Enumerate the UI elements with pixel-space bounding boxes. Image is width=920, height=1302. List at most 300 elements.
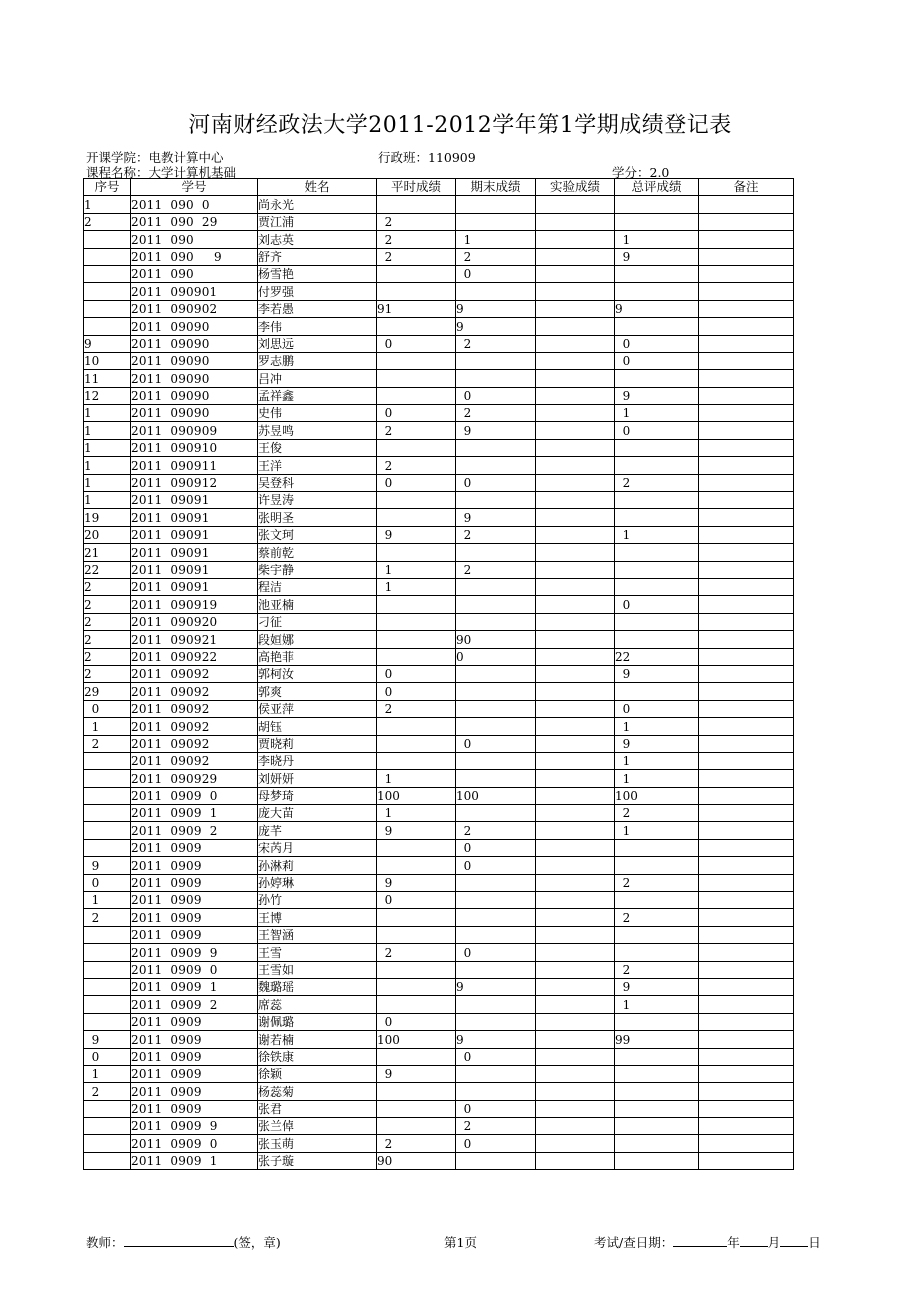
cell-total-score xyxy=(615,578,699,595)
class-label: 行政班：110909 xyxy=(378,150,476,165)
cell-total-score: 1 xyxy=(615,231,699,248)
cell-remarks xyxy=(699,578,794,595)
cell-final-score: 0 xyxy=(456,265,536,282)
cell-final-score: 9 xyxy=(456,318,536,335)
cell-seq: 2 xyxy=(84,735,131,752)
cell-seq: 2 xyxy=(84,1083,131,1100)
cell-seq xyxy=(84,961,131,978)
cell-remarks xyxy=(699,718,794,735)
cell-total-score xyxy=(615,318,699,335)
cell-student-id: 2011 090921 xyxy=(131,631,258,648)
cell-student-id: 2011 090 xyxy=(131,265,258,282)
cell-seq xyxy=(84,752,131,769)
cell-student-id: 2011 09092 xyxy=(131,700,258,717)
cell-seq: 1 xyxy=(84,439,131,456)
cell-usual-score xyxy=(377,1118,456,1135)
cell-name: 舒齐 xyxy=(258,248,377,265)
cell-student-id: 2011 09090 xyxy=(131,318,258,335)
cell-total-score xyxy=(615,1048,699,1065)
cell-usual-score: 2 xyxy=(377,457,456,474)
cell-total-score xyxy=(615,457,699,474)
cell-name: 苏昱鸣 xyxy=(258,422,377,439)
cell-student-id: 2011 0909 xyxy=(131,1013,258,1030)
cell-total-score: 0 xyxy=(615,422,699,439)
cell-student-id: 2011 09090 xyxy=(131,387,258,404)
cell-usual-score xyxy=(377,352,456,369)
cell-student-id: 2011 0909 2 xyxy=(131,996,258,1013)
table-row xyxy=(84,457,794,474)
table-row xyxy=(84,613,794,630)
table-row xyxy=(84,996,794,1013)
table-row xyxy=(84,735,794,752)
cell-seq xyxy=(84,805,131,822)
cell-total-score: 1 xyxy=(615,770,699,787)
cell-seq: 9 xyxy=(84,1031,131,1048)
cell-total-score xyxy=(615,370,699,387)
page-title: 河南财经政法大学2011-2012学年第1学期成绩登记表 xyxy=(188,113,732,138)
cell-student-id: 2011 090910 xyxy=(131,439,258,456)
cell-usual-score xyxy=(377,492,456,509)
cell-seq xyxy=(84,770,131,787)
cell-usual-score: 9 xyxy=(377,822,456,839)
cell-total-score xyxy=(615,213,699,230)
cell-remarks xyxy=(699,631,794,648)
cell-student-id: 2011 0909 0 xyxy=(131,961,258,978)
cell-remarks xyxy=(699,961,794,978)
cell-total-score xyxy=(615,509,699,526)
day-line xyxy=(780,1234,808,1247)
cell-seq: 1 xyxy=(84,718,131,735)
table-row xyxy=(84,596,794,613)
cell-final-score xyxy=(456,596,536,613)
cell-student-id: 2011 09090 xyxy=(131,352,258,369)
table-row xyxy=(84,961,794,978)
cell-usual-score xyxy=(377,839,456,856)
cell-lab-score xyxy=(536,1135,615,1152)
cell-seq xyxy=(84,1135,131,1152)
cell-student-id: 2011 0909 0 xyxy=(131,1135,258,1152)
cell-name: 张兰倬 xyxy=(258,1118,377,1135)
cell-remarks xyxy=(699,1083,794,1100)
cell-final-score: 2 xyxy=(456,1118,536,1135)
cell-remarks xyxy=(699,857,794,874)
cell-student-id: 2011 090 9 xyxy=(131,248,258,265)
cell-total-score xyxy=(615,544,699,561)
cell-total-score: 1 xyxy=(615,405,699,422)
cell-remarks xyxy=(699,265,794,282)
cell-name: 王洋 xyxy=(258,457,377,474)
cell-total-score: 2 xyxy=(615,874,699,891)
cell-name: 刘思远 xyxy=(258,335,377,352)
cell-final-score xyxy=(456,196,536,213)
cell-student-id: 2011 0909 9 xyxy=(131,944,258,961)
course-label: 课程名称：大学计算机基础 xyxy=(86,165,237,180)
cell-final-score xyxy=(456,926,536,943)
cell-lab-score xyxy=(536,213,615,230)
cell-seq: 1 xyxy=(84,405,131,422)
cell-lab-score xyxy=(536,509,615,526)
cell-remarks xyxy=(699,387,794,404)
cell-student-id: 2011 090 0 xyxy=(131,196,258,213)
cell-seq: 1 xyxy=(84,474,131,491)
cell-usual-score: 2 xyxy=(377,422,456,439)
cell-total-score xyxy=(615,1135,699,1152)
table-row xyxy=(84,370,794,387)
table-row xyxy=(84,1083,794,1100)
cell-final-score: 1 xyxy=(456,231,536,248)
cell-remarks xyxy=(699,457,794,474)
cell-lab-score xyxy=(536,1013,615,1030)
cell-remarks xyxy=(699,196,794,213)
cell-seq xyxy=(84,839,131,856)
cell-final-score: 0 xyxy=(456,648,536,665)
cell-seq: 10 xyxy=(84,352,131,369)
cell-lab-score xyxy=(536,1048,615,1065)
cell-final-score: 2 xyxy=(456,405,536,422)
cell-seq xyxy=(84,318,131,335)
cell-final-score: 9 xyxy=(456,509,536,526)
header-usual-score: 平时成绩 xyxy=(377,179,456,196)
table-row xyxy=(84,805,794,822)
cell-total-score xyxy=(615,1152,699,1169)
cell-lab-score xyxy=(536,961,615,978)
cell-name: 张君 xyxy=(258,1100,377,1117)
cell-student-id: 2011 0909 xyxy=(131,839,258,856)
cell-usual-score xyxy=(377,387,456,404)
cell-remarks xyxy=(699,300,794,317)
cell-total-score xyxy=(615,1118,699,1135)
cell-total-score: 0 xyxy=(615,352,699,369)
header-seq: 序号 xyxy=(84,179,131,196)
cell-total-score: 0 xyxy=(615,335,699,352)
cell-final-score xyxy=(456,961,536,978)
cell-total-score xyxy=(615,926,699,943)
cell-lab-score xyxy=(536,596,615,613)
cell-seq xyxy=(84,996,131,1013)
cell-usual-score: 9 xyxy=(377,526,456,543)
cell-final-score xyxy=(456,805,536,822)
table-row xyxy=(84,1031,794,1048)
cell-name: 孙婷琳 xyxy=(258,874,377,891)
header-total-score: 总评成绩 xyxy=(615,179,699,196)
cell-final-score: 2 xyxy=(456,526,536,543)
cell-final-score: 2 xyxy=(456,822,536,839)
month-line xyxy=(740,1234,768,1247)
cell-seq: 2 xyxy=(84,213,131,230)
cell-student-id: 2011 090912 xyxy=(131,474,258,491)
cell-name: 段姮娜 xyxy=(258,631,377,648)
cell-usual-score: 0 xyxy=(377,665,456,682)
cell-lab-score xyxy=(536,544,615,561)
cell-name: 张明圣 xyxy=(258,509,377,526)
cell-remarks xyxy=(699,735,794,752)
cell-total-score: 2 xyxy=(615,474,699,491)
cell-final-score: 9 xyxy=(456,978,536,995)
cell-seq: 1 xyxy=(84,492,131,509)
cell-remarks xyxy=(699,213,794,230)
cell-seq: 2 xyxy=(84,665,131,682)
cell-seq xyxy=(84,787,131,804)
cell-usual-score: 2 xyxy=(377,1135,456,1152)
cell-lab-score xyxy=(536,231,615,248)
cell-lab-score xyxy=(536,631,615,648)
cell-usual-score xyxy=(377,596,456,613)
cell-final-score xyxy=(456,909,536,926)
cell-final-score: 0 xyxy=(456,857,536,874)
cell-student-id: 2011 0909 xyxy=(131,1048,258,1065)
cell-seq: 2 xyxy=(84,648,131,665)
cell-name: 程洁 xyxy=(258,578,377,595)
cell-student-id: 2011 09090 xyxy=(131,405,258,422)
table-row xyxy=(84,1152,794,1169)
cell-student-id: 2011 090922 xyxy=(131,648,258,665)
cell-student-id: 2011 090 29 xyxy=(131,213,258,230)
table-row xyxy=(84,248,794,265)
cell-seq xyxy=(84,248,131,265)
table-row xyxy=(84,648,794,665)
cell-seq: 29 xyxy=(84,683,131,700)
cell-name: 席蕊 xyxy=(258,996,377,1013)
cell-seq: 12 xyxy=(84,387,131,404)
cell-name: 魏璐瑶 xyxy=(258,978,377,995)
cell-seq: 2 xyxy=(84,631,131,648)
cell-final-score: 0 xyxy=(456,387,536,404)
cell-final-score: 90 xyxy=(456,631,536,648)
cell-final-score: 100 xyxy=(456,787,536,804)
cell-final-score xyxy=(456,213,536,230)
college-label: 开课学院：电教计算中心 xyxy=(86,150,224,165)
table-row xyxy=(84,700,794,717)
cell-name: 郭柯汝 xyxy=(258,665,377,682)
cell-final-score: 0 xyxy=(456,474,536,491)
cell-total-score: 100 xyxy=(615,787,699,804)
cell-lab-score xyxy=(536,457,615,474)
cell-seq: 0 xyxy=(84,1048,131,1065)
cell-final-score: 9 xyxy=(456,300,536,317)
cell-usual-score: 1 xyxy=(377,578,456,595)
cell-total-score: 2 xyxy=(615,805,699,822)
table-row xyxy=(84,944,794,961)
cell-name: 高艳菲 xyxy=(258,648,377,665)
cell-usual-score xyxy=(377,978,456,995)
table-row xyxy=(84,492,794,509)
year-label: 年 xyxy=(727,1235,740,1250)
cell-lab-score xyxy=(536,370,615,387)
cell-name: 张子璇 xyxy=(258,1152,377,1169)
cell-student-id: 2011 0909 2 xyxy=(131,822,258,839)
header-lab-score: 实验成绩 xyxy=(536,179,615,196)
cell-final-score xyxy=(456,718,536,735)
cell-name: 吴登科 xyxy=(258,474,377,491)
cell-usual-score: 0 xyxy=(377,474,456,491)
table-row xyxy=(84,978,794,995)
cell-name: 徐颖 xyxy=(258,1065,377,1082)
cell-seq: 2 xyxy=(84,596,131,613)
cell-name: 贾江浦 xyxy=(258,213,377,230)
cell-seq: 9 xyxy=(84,335,131,352)
cell-name: 庞芊 xyxy=(258,822,377,839)
cell-student-id: 2011 0909 xyxy=(131,1065,258,1082)
cell-name: 刘志英 xyxy=(258,231,377,248)
cell-student-id: 2011 0909 xyxy=(131,1083,258,1100)
cell-final-score xyxy=(456,770,536,787)
cell-name: 胡钰 xyxy=(258,718,377,735)
cell-student-id: 2011 0909 xyxy=(131,874,258,891)
cell-seq: 2 xyxy=(84,909,131,926)
cell-remarks xyxy=(699,978,794,995)
cell-usual-score xyxy=(377,439,456,456)
cell-seq xyxy=(84,283,131,300)
cell-name: 李若愚 xyxy=(258,300,377,317)
cell-lab-score xyxy=(536,1031,615,1048)
cell-student-id: 2011 0909 xyxy=(131,1100,258,1117)
cell-student-id: 2011 090902 xyxy=(131,300,258,317)
cell-usual-score xyxy=(377,631,456,648)
cell-lab-score xyxy=(536,892,615,909)
cell-final-score: 9 xyxy=(456,422,536,439)
cell-total-score xyxy=(615,265,699,282)
cell-remarks xyxy=(699,909,794,926)
cell-total-score xyxy=(615,631,699,648)
cell-lab-score xyxy=(536,405,615,422)
cell-seq xyxy=(84,1152,131,1169)
cell-remarks xyxy=(699,422,794,439)
cell-name: 孙竹 xyxy=(258,892,377,909)
cell-student-id: 2011 0909 xyxy=(131,909,258,926)
cell-remarks xyxy=(699,1100,794,1117)
cell-seq xyxy=(84,231,131,248)
cell-name: 刁征 xyxy=(258,613,377,630)
cell-name: 张玉萌 xyxy=(258,1135,377,1152)
cell-usual-score: 0 xyxy=(377,1013,456,1030)
cell-final-score xyxy=(456,874,536,891)
cell-total-score xyxy=(615,283,699,300)
cell-lab-score xyxy=(536,874,615,891)
cell-usual-score xyxy=(377,1083,456,1100)
cell-lab-score xyxy=(536,196,615,213)
cell-remarks xyxy=(699,752,794,769)
table-row xyxy=(84,335,794,352)
cell-seq: 19 xyxy=(84,509,131,526)
day-label: 日 xyxy=(808,1235,821,1250)
cell-remarks xyxy=(699,439,794,456)
table-row xyxy=(84,283,794,300)
cell-total-score: 9 xyxy=(615,665,699,682)
cell-final-score xyxy=(456,1083,536,1100)
cell-remarks xyxy=(699,283,794,300)
table-row xyxy=(84,474,794,491)
cell-lab-score xyxy=(536,665,615,682)
cell-seq: 20 xyxy=(84,526,131,543)
cell-lab-score xyxy=(536,1100,615,1117)
cell-remarks xyxy=(699,944,794,961)
cell-remarks xyxy=(699,822,794,839)
cell-lab-score xyxy=(536,283,615,300)
cell-usual-score: 2 xyxy=(377,213,456,230)
cell-remarks xyxy=(699,492,794,509)
cell-final-score xyxy=(456,892,536,909)
table-row xyxy=(84,718,794,735)
teacher-label: 教师： xyxy=(86,1235,124,1250)
cell-total-score xyxy=(615,1065,699,1082)
cell-name: 王博 xyxy=(258,909,377,926)
cell-seq xyxy=(84,978,131,995)
cell-lab-score xyxy=(536,578,615,595)
cell-usual-score xyxy=(377,1048,456,1065)
cell-seq: 9 xyxy=(84,857,131,874)
page-number: 第1页 xyxy=(444,1235,477,1250)
cell-lab-score xyxy=(536,265,615,282)
cell-lab-score xyxy=(536,1065,615,1082)
cell-name: 徐铁康 xyxy=(258,1048,377,1065)
cell-total-score xyxy=(615,439,699,456)
cell-final-score xyxy=(456,752,536,769)
cell-lab-score xyxy=(536,718,615,735)
cell-name: 吕冲 xyxy=(258,370,377,387)
cell-final-score xyxy=(456,439,536,456)
cell-name: 李晓丹 xyxy=(258,752,377,769)
cell-remarks xyxy=(699,613,794,630)
cell-student-id: 2011 09092 xyxy=(131,683,258,700)
cell-seq xyxy=(84,1100,131,1117)
cell-name: 柴宇静 xyxy=(258,561,377,578)
table-row xyxy=(84,196,794,213)
cell-usual-score xyxy=(377,752,456,769)
cell-usual-score xyxy=(377,926,456,943)
cell-total-score: 1 xyxy=(615,752,699,769)
cell-total-score: 1 xyxy=(615,526,699,543)
cell-total-score xyxy=(615,857,699,874)
year-line xyxy=(673,1234,727,1247)
cell-usual-score xyxy=(377,996,456,1013)
cell-lab-score xyxy=(536,944,615,961)
cell-lab-score xyxy=(536,1118,615,1135)
cell-total-score xyxy=(615,1083,699,1100)
cell-seq: 1 xyxy=(84,1065,131,1082)
cell-final-score xyxy=(456,283,536,300)
cell-usual-score xyxy=(377,961,456,978)
cell-total-score xyxy=(615,839,699,856)
cell-usual-score: 100 xyxy=(377,787,456,804)
cell-name: 池亚楠 xyxy=(258,596,377,613)
cell-usual-score xyxy=(377,196,456,213)
cell-total-score xyxy=(615,683,699,700)
cell-lab-score xyxy=(536,613,615,630)
cell-remarks xyxy=(699,318,794,335)
cell-total-score xyxy=(615,613,699,630)
cell-total-score: 1 xyxy=(615,718,699,735)
cell-name: 尚永光 xyxy=(258,196,377,213)
cell-lab-score xyxy=(536,857,615,874)
cell-usual-score: 100 xyxy=(377,1031,456,1048)
cell-student-id: 2011 090919 xyxy=(131,596,258,613)
cell-usual-score xyxy=(377,283,456,300)
cell-student-id: 2011 0909 1 xyxy=(131,978,258,995)
cell-remarks xyxy=(699,509,794,526)
cell-seq: 0 xyxy=(84,700,131,717)
cell-remarks xyxy=(699,839,794,856)
cell-remarks xyxy=(699,352,794,369)
cell-final-score: 0 xyxy=(456,735,536,752)
cell-total-score: 99 xyxy=(615,1031,699,1048)
cell-student-id: 2011 09092 xyxy=(131,665,258,682)
cell-usual-score: 91 xyxy=(377,300,456,317)
cell-student-id: 2011 090901 xyxy=(131,283,258,300)
cell-seq: 22 xyxy=(84,561,131,578)
cell-total-score: 2 xyxy=(615,909,699,926)
cell-total-score: 1 xyxy=(615,996,699,1013)
cell-seq xyxy=(84,1118,131,1135)
